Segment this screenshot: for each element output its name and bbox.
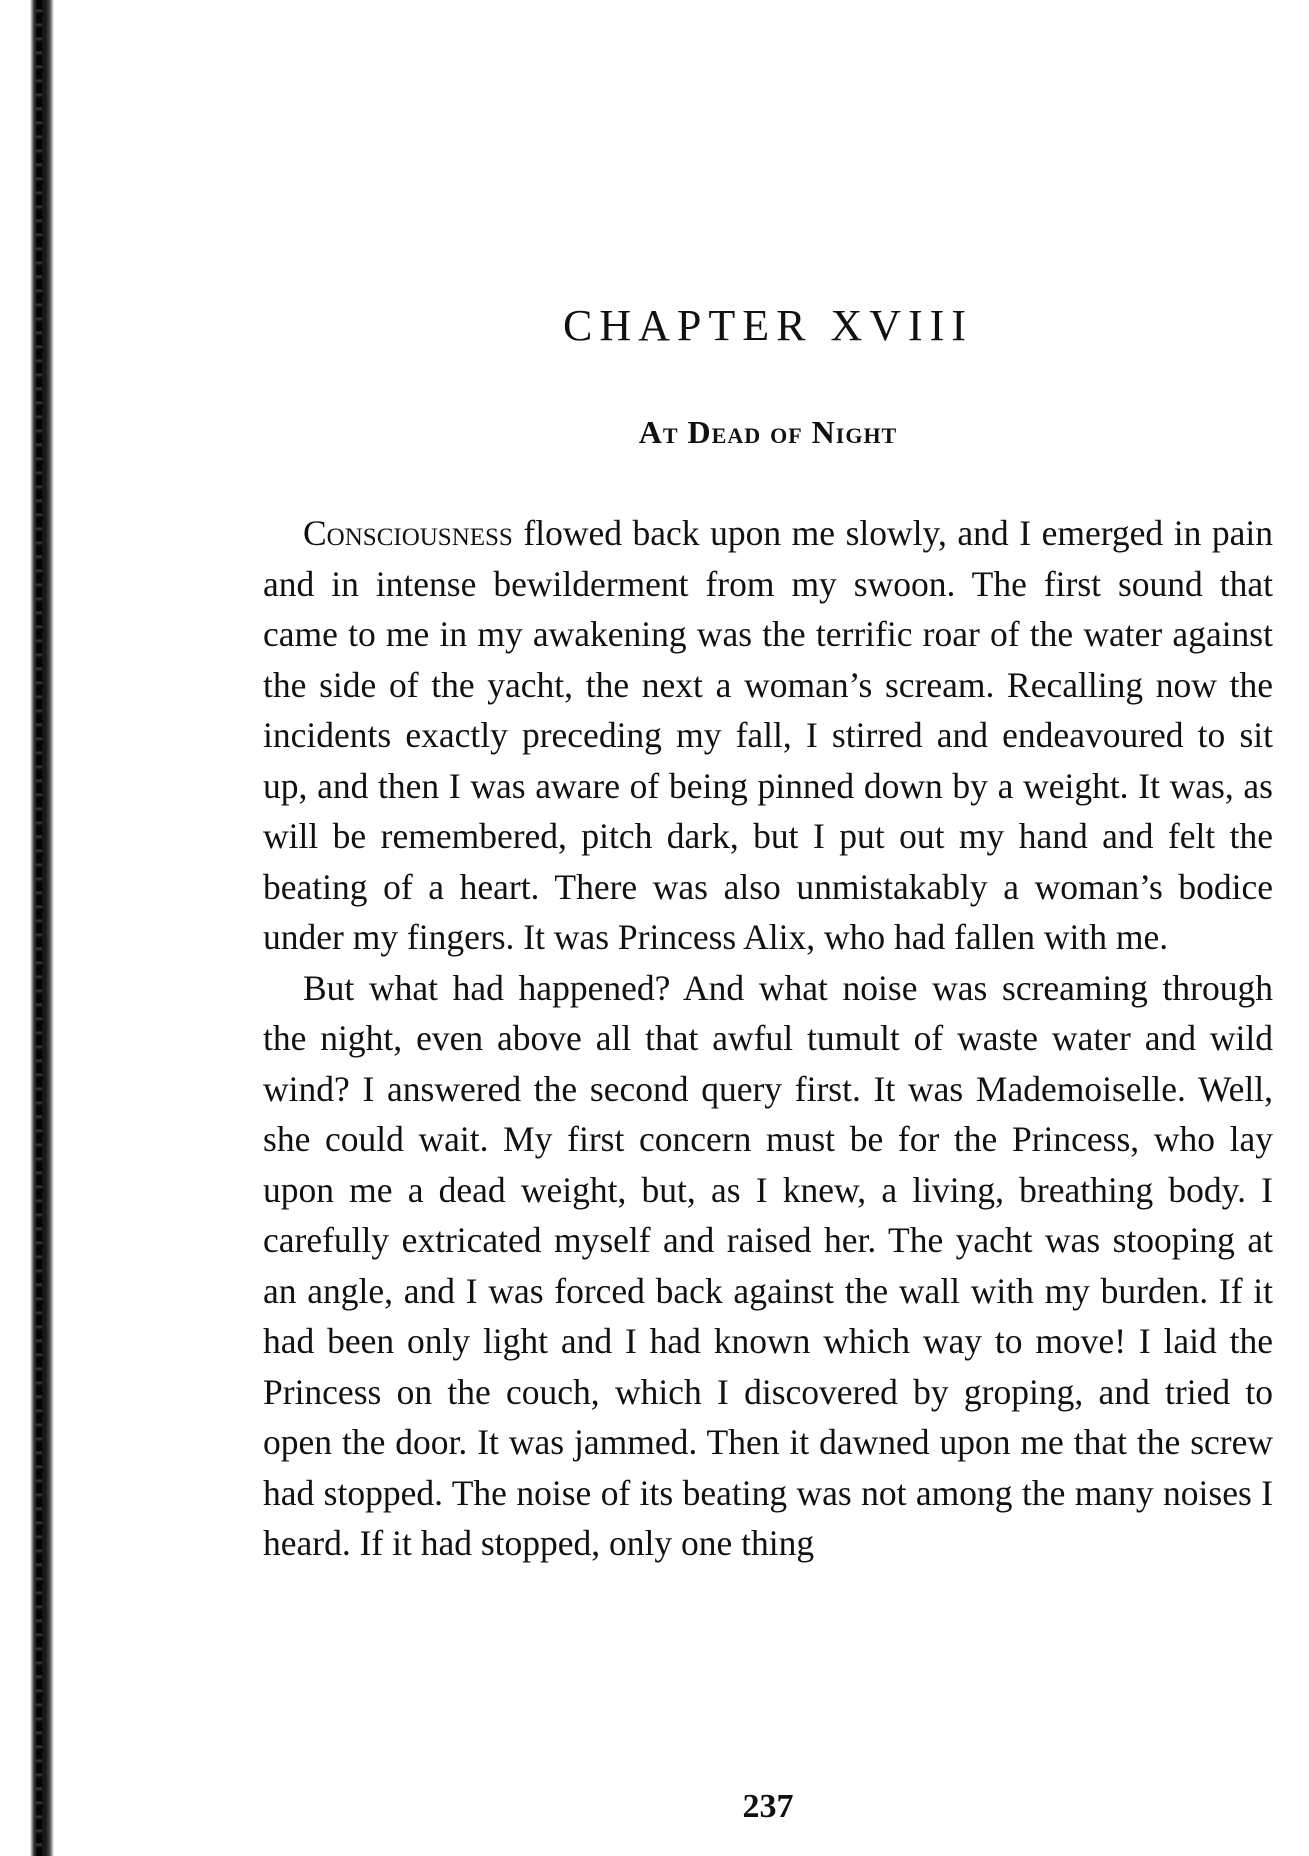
paragraph-1 xyxy=(263,508,1273,963)
chapter-body xyxy=(263,508,1273,1569)
chapter-subtitle: At Dead of Night xyxy=(638,414,898,450)
paragraph-lead-word: Consciousness xyxy=(303,513,513,553)
paragraph-2: But what had happened? And what noise was screaming through the night, even above all that awful tumult of waste water and wild wind? I answered the second query first. It was Mademoiselle. Well, she could wait. My first concern must be for the Princess, who lay upon me a dead weight, but, as I knew, a living, breathing body. I carefully extricated myself and raised her. The yacht was stooping at an angle, and I was forced back against the wall with my burden. If it had been only light and I had known which way to move! I laid the Princess on the couch, which I discovered by groping, and tried to open the door. It was jammed. Then it dawned upon me that the screw had stopped. The noise of its beating was not among the many noises I heard. If it had stopped, only one thing xyxy=(263,967,1273,1563)
page-number: 237 xyxy=(742,1788,794,1825)
book-spine-shadow xyxy=(0,0,54,1856)
chapter-title: CHAPTER XVIII xyxy=(563,301,973,350)
book-gutter-edge xyxy=(36,0,42,1856)
paragraph-1-text: flowed back upon me slowly, and I emerged in pain and in intense bewilderment from my swoon. The first sound that came to me in my awakening was the terrific roar of the water against the side of the yacht, the next a woman’s scream. Recalling now the incidents exactly preceding my fall, I stirred and endeavoured to sit up, and then I was aware of being pinned down by a weight. It was, as will be remembered, pitch dark, but I put out my hand and felt the beating of a heart. There was also unmistakably a woman’s bodice under my fingers. It was Princess Alix, who had fallen with me. xyxy=(263,513,1273,957)
